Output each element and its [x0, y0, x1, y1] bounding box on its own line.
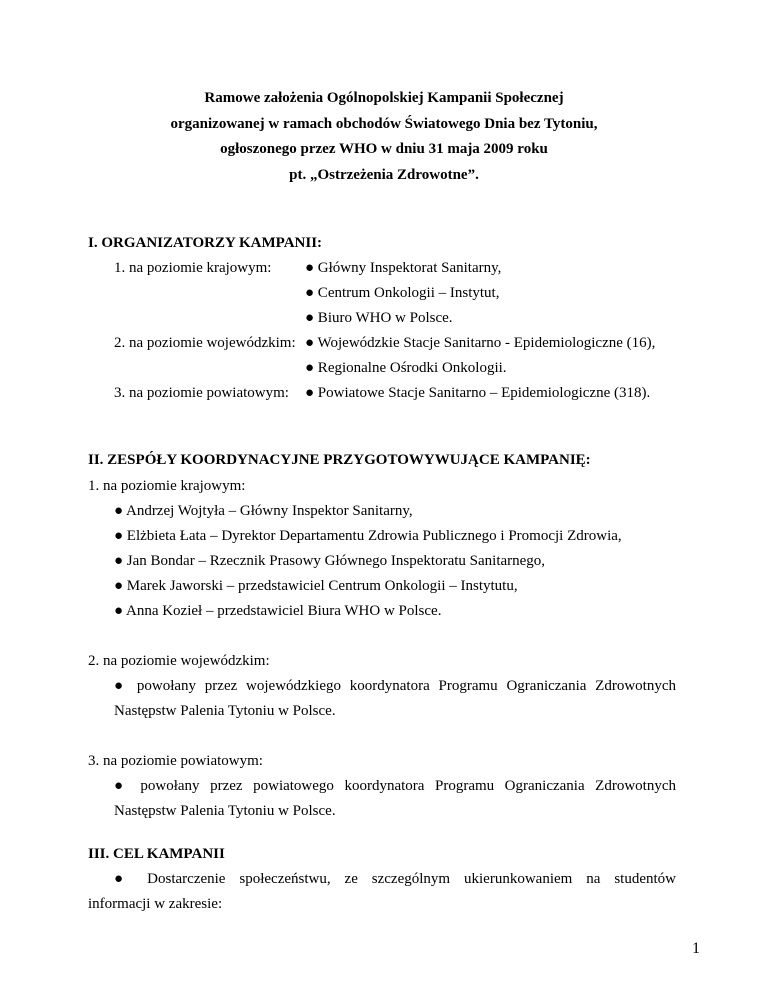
section-1-level-3-item-1: ● Powiatowe Stacje Sanitarno – Epidemiologiczne (318).	[305, 385, 651, 401]
page-number: 1	[692, 940, 700, 957]
section-2-voivodeship-line-1: ● powołany przez wojewódzkiego koordynatora Programu Ograniczania Zdrowotnych	[114, 678, 676, 694]
section-1-level-2-label: 2. na poziomie wojewódzkim:	[114, 335, 296, 351]
title-line-3: ogłoszonego przez WHO w dniu 31 maja 2009 roku	[220, 141, 548, 157]
section-1-heading: I. ORGANIZATORZY KAMPANII:	[88, 235, 323, 251]
section-2-voivodeship-label: 2. na poziomie wojewódzkim:	[88, 653, 270, 669]
section-2-national-item-2: ● Elżbieta Łata – Dyrektor Departamentu Zdrowia Publicznego i Promocji Zdrowia,	[114, 528, 622, 544]
section-1-level-2-item-1: ● Wojewódzkie Stacje Sanitarno - Epidemiologiczne (16),	[305, 335, 656, 351]
section-1-level-1-label: 1. na poziomie krajowym:	[114, 260, 272, 276]
section-3-line-2: informacji w zakresie:	[88, 896, 223, 912]
section-2-district-label: 3. na poziomie powiatowym:	[88, 753, 263, 769]
section-2-national-item-3: ● Jan Bondar – Rzecznik Prasowy Głównego Inspektoratu Sanitarnego,	[114, 553, 546, 569]
section-2-heading: II. ZESPÓŁY KOORDYNACYJNE PRZYGOTOWYWUJĄCE KAMPANIĘ:	[88, 452, 591, 468]
section-3-heading: III. CEL KAMPANII	[88, 846, 225, 862]
section-1-level-1-item-1: ● Główny Inspektorat Sanitarny,	[305, 260, 502, 276]
section-2-district-line-1: ● powołany przez powiatowego koordynatora Programu Ograniczania Zdrowotnych	[114, 778, 676, 794]
section-2-national-label: 1. na poziomie krajowym:	[88, 478, 246, 494]
title-line-2: organizowanej w ramach obchodów Światowego Dnia bez Tytoniu,	[170, 116, 598, 132]
section-1-level-1-item-3: ● Biuro WHO w Polsce.	[305, 310, 453, 326]
section-2-voivodeship-line-2: Następstw Palenia Tytoniu w Polsce.	[114, 703, 336, 719]
section-1-level-3-label: 3. na poziomie powiatowym:	[114, 385, 289, 401]
section-2-national-item-4: ● Marek Jaworski – przedstawiciel Centrum Onkologii – Instytutu,	[114, 578, 518, 594]
section-2-national-item-5: ● Anna Kozieł – przedstawiciel Biura WHO w Polsce.	[114, 603, 442, 619]
title-line-4: pt. „Ostrzeżenia Zdrowotne”.	[289, 167, 479, 183]
section-1-level-2-item-2: ● Regionalne Ośrodki Onkologii.	[305, 360, 507, 376]
section-2-national-item-1: ● Andrzej Wojtyła – Główny Inspektor Sanitarny,	[114, 503, 413, 519]
section-1-level-1-item-2: ● Centrum Onkologii – Instytut,	[305, 285, 500, 301]
title-line-1: Ramowe założenia Ogólnopolskiej Kampanii Społecznej	[204, 90, 564, 106]
section-2-district-line-2: Następstw Palenia Tytoniu w Polsce.	[114, 803, 336, 819]
section-3-line-1: ● Dostarczenie społeczeństwu, ze szczególnym ukierunkowaniem na studentów	[114, 871, 676, 887]
